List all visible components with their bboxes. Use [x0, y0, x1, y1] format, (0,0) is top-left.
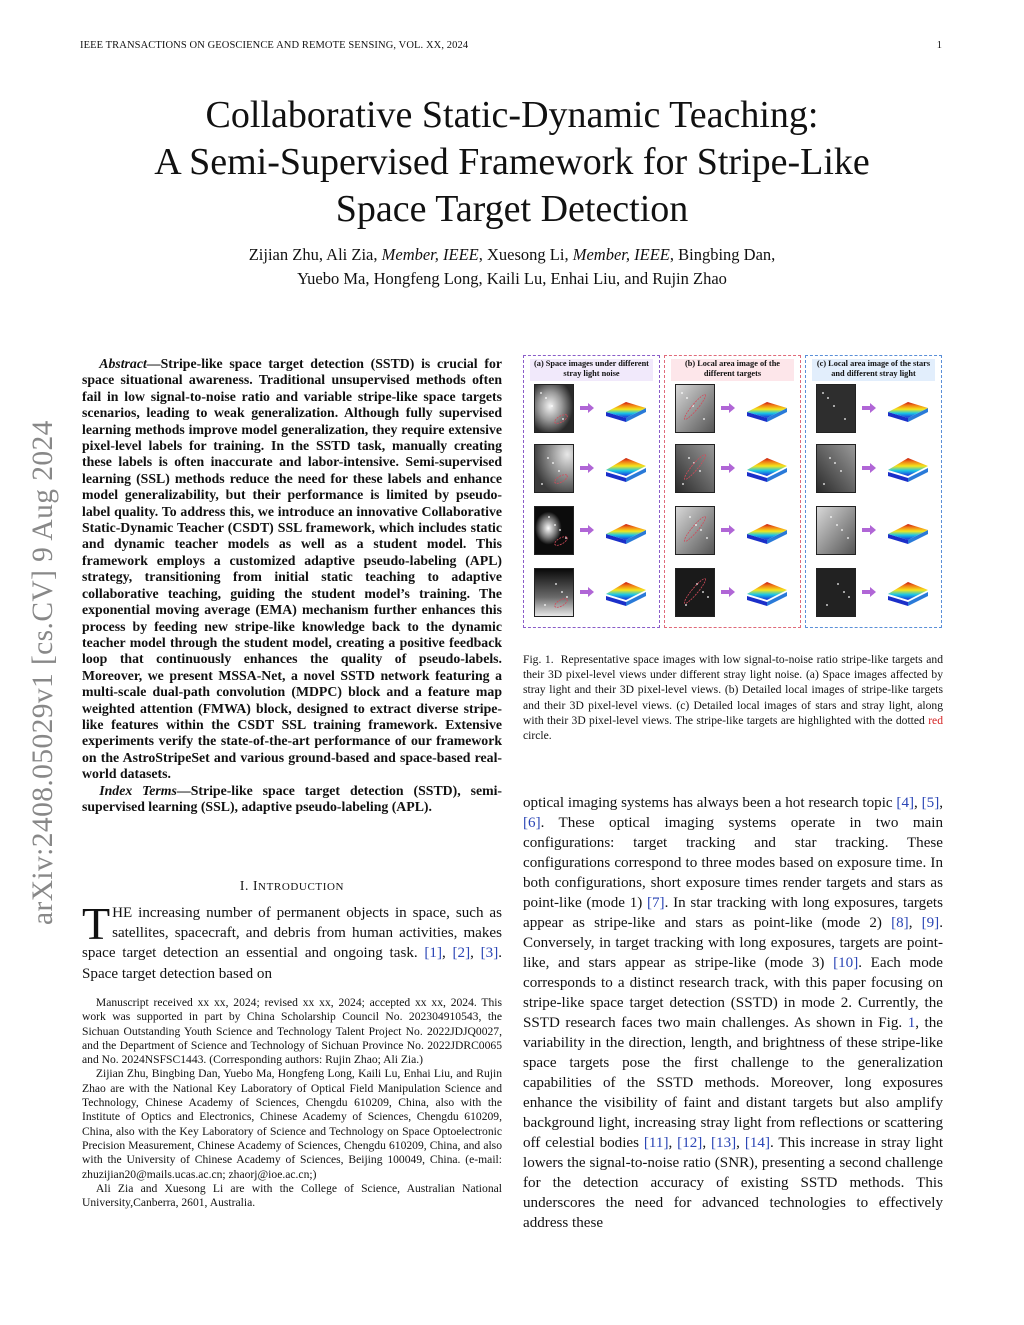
- image-background: [817, 569, 855, 616]
- star-point: [702, 591, 704, 593]
- figure-grayscale-image: [675, 384, 715, 433]
- footnote-affiliation-2: Ali Zia and Xuesong Li are with the College of Science, Australian National University,Canberra, 2601, Australia.: [82, 1181, 502, 1210]
- arrow-shape: [862, 525, 876, 535]
- separator: ,: [668, 1135, 678, 1151]
- figure-grayscale-image: [534, 568, 574, 617]
- figure-grayscale-image: [816, 384, 856, 433]
- section-title-rest: NTRODUCTION: [258, 881, 345, 893]
- star-point: [844, 418, 846, 420]
- figure-panel-a: [523, 355, 660, 628]
- arrow-right-icon: [862, 587, 876, 597]
- star-point: [840, 470, 842, 472]
- arrow-shape: [580, 587, 594, 597]
- caption-red-word: red: [928, 713, 943, 727]
- figure-link[interactable]: 1: [907, 1015, 916, 1031]
- star-point: [540, 392, 542, 394]
- arrow-right-icon: [721, 587, 735, 597]
- image-background: [817, 445, 855, 492]
- star-point: [822, 392, 824, 394]
- section-title-cap: I: [252, 878, 259, 893]
- paper-title: [0, 92, 1024, 233]
- star-point: [706, 537, 708, 539]
- image-background: [535, 569, 573, 616]
- figure-3d-surface: [745, 516, 789, 546]
- separator: ,: [939, 795, 944, 811]
- abstract-paragraph: [82, 356, 502, 783]
- arrow-shape: [862, 403, 876, 413]
- figure-grayscale-image: [816, 506, 856, 555]
- arrow-shape: [721, 525, 735, 535]
- image-background: [817, 507, 855, 554]
- figure-caption: [523, 652, 943, 743]
- star-point: [823, 483, 825, 485]
- star-point: [826, 604, 828, 606]
- citation-link[interactable]: [9]: [921, 915, 940, 931]
- figure-grayscale-image: [534, 506, 574, 555]
- image-background: [676, 507, 714, 554]
- arrow-right-icon: [862, 463, 876, 473]
- star-point: [847, 537, 849, 539]
- authors-line-2: Yuebo Ma, Hongfeng Long, Kaili Lu, Enhai Liu, and Rujin Zhao: [297, 269, 727, 288]
- star-point: [843, 591, 845, 593]
- citation-link[interactable]: [2]: [452, 945, 471, 962]
- caption-text: circle.: [523, 729, 552, 743]
- intro-text: HE increasing number of permanent objects in space, such as satellites, spacecraft, and debris from human activities, makes space target detection an essential and ongoing task.: [82, 905, 502, 962]
- figure-3d-surface: [604, 394, 648, 424]
- footnote-manuscript: Manuscript received xx xx, 2024; revised xx xx, 2024; accepted xx xx, 2024. This work was supported in part by China Scholarship Council No. 202304910543, the Sichuan Outstanding Youth Science and Technology Talent Project No. 2022JDJQ0027, and the Department of Science and Technology of Sichuan Province No. 2022JDRC0065 and No. 2024NSFSC1443. (Corresponding authors: Rujin Zhao; Ali Zia.): [82, 996, 502, 1067]
- arrow-right-icon: [580, 525, 594, 535]
- citation-link[interactable]: [1]: [424, 945, 442, 962]
- arrow-right-icon: [721, 525, 735, 535]
- star-point: [841, 529, 843, 531]
- arrow-shape: [580, 525, 594, 535]
- arrow-right-icon: [580, 403, 594, 413]
- star-point: [554, 524, 556, 526]
- figure-grayscale-image: [675, 568, 715, 617]
- image-background: [676, 569, 714, 616]
- figure-1: [523, 355, 943, 630]
- authors-text: , Bingbing Dan,: [669, 245, 776, 264]
- arrow-right-icon: [721, 403, 735, 413]
- star-point: [695, 524, 697, 526]
- star-point: [555, 583, 557, 585]
- star-point: [830, 516, 832, 518]
- star-point: [707, 596, 709, 598]
- image-background: [535, 445, 573, 492]
- title-line-1: Collaborative Static-Dynamic Teaching:: [205, 94, 819, 136]
- star-point: [837, 583, 839, 585]
- citation-link[interactable]: [12]: [677, 1135, 703, 1151]
- index-terms-label: Index Terms: [99, 782, 177, 798]
- intro-text: . Space target detection based on: [82, 945, 503, 982]
- star-point: [562, 418, 564, 420]
- panel-a-heading: (a) Space images under different stray light noise: [530, 359, 653, 381]
- journal-header: IEEE TRANSACTIONS ON GEOSCIENCE AND REMOTE SENSING, VOL. XX, 2024: [80, 40, 469, 51]
- citation-link[interactable]: [6]: [523, 815, 541, 831]
- separator: ,: [441, 945, 453, 962]
- figure-3d-surface: [745, 454, 789, 484]
- star-point: [559, 529, 561, 531]
- arrow-right-icon: [862, 403, 876, 413]
- authors-text: , Xuesong Li,: [478, 245, 573, 264]
- star-point: [685, 604, 687, 606]
- image-background: [676, 385, 714, 432]
- authors-line-1: [0, 243, 1024, 267]
- caption-text: Representative space images with low signal-to-noise ratio stripe-like targets and their 3D pixel-level views under different stray light noise. (a) Space images affected by stray light and their 3D pixel-level views. (b) Detailed local images of stripe-like targets and their 3D pixel-level views. (c) Detailed local images of stars and stray light, along with their 3D pixel-level views. The stripe-like targets are highlighted with the dotted: [523, 653, 944, 727]
- figure-grayscale-image: [816, 444, 856, 493]
- membership: Member, IEEE: [572, 245, 670, 264]
- page-number: 1: [936, 40, 942, 51]
- arrow-right-icon: [721, 463, 735, 473]
- separator: ,: [908, 915, 922, 931]
- figure-3d-surface: [604, 578, 648, 608]
- star-point: [689, 516, 691, 518]
- citation-link[interactable]: [8]: [891, 915, 909, 931]
- image-background: [535, 507, 573, 554]
- arrow-shape: [580, 403, 594, 413]
- arrow-shape: [862, 587, 876, 597]
- star-point: [834, 462, 836, 464]
- membership: Member, IEEE: [381, 245, 479, 264]
- citation-link[interactable]: [7]: [646, 895, 665, 911]
- star-point: [682, 483, 684, 485]
- star-point: [558, 470, 560, 472]
- arrow-right-icon: [580, 587, 594, 597]
- separator: ,: [470, 945, 481, 962]
- arxiv-stamp: arXiv:2408.05029v1 [cs.CV] 9 Aug 2024: [27, 420, 59, 925]
- star-point: [545, 397, 547, 399]
- title-line-3: Space Target Detection: [335, 188, 689, 230]
- body-text: . These optical imaging systems operate in two main configurations: target tracking and star tracking. These configurations correspond to three modes based on exposure time. In both configurations, short exposure times render targets and stars as point-like (mode 1): [523, 815, 943, 911]
- arrow-shape: [580, 463, 594, 473]
- body-text: , the variability in the direction, length, and brightness of these stripe-like space targets pose the first challenge to the generalization capabilities of the SSTD methods. Moreover, long exposures enhance the visibility of faint and distant targets but also amplify background light, increasing stray light from reflections or scattering off celestial bodies: [523, 1015, 943, 1151]
- figure-grayscale-image: [534, 444, 574, 493]
- star-point: [848, 596, 850, 598]
- separator: ,: [914, 795, 922, 811]
- figure-panel-b: [664, 355, 801, 628]
- body-text: . Conversely, in target tracking with long exposures, targets are point-like, and stars appear as stripe-like (mode 3): [523, 915, 943, 971]
- intro-paragraph: [82, 898, 503, 984]
- arrow-shape: [862, 463, 876, 473]
- panel-b-heading: (b) Local area image of the different targets: [671, 359, 794, 381]
- star-point: [544, 604, 546, 606]
- citation-link[interactable]: [13]: [711, 1135, 737, 1151]
- citation-link[interactable]: [5]: [921, 795, 940, 811]
- abstract-label: Abstract: [99, 356, 147, 371]
- figure-3d-surface: [886, 578, 930, 608]
- abstract-text: —Stripe-like space target detection (SSTD) is crucial for space situational awareness. Traditional unsupervised methods often fail in low signal-to-noise ratio and variable stripe-like space targets scenarios, leading to weak generalization. Although fully supervised learning methods improve model generalization, they require extensive pixel-level labels for training. In the SSTD task, manually creating these labels is often inaccurate and labor-intensive. Semi-supervised learning (SSL) methods reduce the need for these labels and enhance model generalizability, but their performance is limited by pseudo-label quality. To address this, we introduce an innovative Collaborative Static-Dynamic Teacher (CSDT) SSL framework, which includes static and dynamic teacher models as well as a student model. This framework employs a customized adaptive pseudo-labeling (APL) strategy, transitioning from initial static teaching to adaptive collaborative teaching, guiding the student model’s training. The exponential moving average (EMA) mechanism further enhances this process by feeding new stripe-like knowledge back to the dynamic teacher model through the student model, creating a positive feedback loop that continuously enhances the quality of pseudo-labels. Moreover, we present MSSA-Net, a novel SSTD network featuring a multi-scale dual-path convolution (MDPC) block and a feature map weighted attention (FMWA) block, designed to extract diverse stripe-like features within the CSDT SSL training framework. Extensive experiments verify the state-of-the-art performance of our framework on the AstroStripeSet and various ground-based and space-based real-world datasets.: [82, 356, 502, 782]
- footnote-affiliation-1: Zijian Zhu, Bingbing Dan, Yuebo Ma, Hongfeng Long, Kaili Lu, Enhai Liu, and Rujin Zhao are with the National Key Laboratory of Optical Field Manipulation Science and Technology, Chinese Academy of Sciences, Chengdu 610209, China, also with the Institute of Optics and Electronics, Chinese Academy of Sciences, Chengdu 610209, China, also with the Key Laboratory of Science and Technology on Space Optoelectronic Precision Measurement, Chinese Academy of Sciences, Chengdu 610209, China, and also with the University of Chinese Academy of Sciences, Beijing 100049, China. (e-mail: zhuzijian20@mails.ucas.ac.cn; zhaorj@ioe.ac.cn;): [82, 1067, 502, 1181]
- citation-link[interactable]: [14]: [744, 1135, 771, 1151]
- arrow-shape: [721, 403, 735, 413]
- abstract: [82, 356, 502, 815]
- star-point: [547, 457, 549, 459]
- star-point: [836, 524, 838, 526]
- figure-3d-surface: [604, 454, 648, 484]
- body-text: . In star tracking with long exposures, targets appear as stripe-like and stars as point-like (mode 2): [523, 895, 943, 931]
- figure-3d-surface: [886, 516, 930, 546]
- image-background: [535, 385, 573, 432]
- body-text: . This increase in stray light lowers the signal-to-noise ratio (SNR), presenting a second challenge for the detection accuracy of existing SSTD methods. This underscores the need for advanced technologies to effectively address these: [523, 1135, 944, 1231]
- star-point: [551, 405, 553, 407]
- body-text: optical imaging systems has always been a hot research topic: [523, 795, 897, 811]
- citation-link[interactable]: [10]: [833, 955, 859, 971]
- image-background: [817, 385, 855, 432]
- figure-grayscale-image: [534, 384, 574, 433]
- figure-grayscale-image: [675, 444, 715, 493]
- citation-link[interactable]: [3]: [480, 945, 499, 962]
- star-point: [686, 397, 688, 399]
- drop-cap: T: [82, 898, 111, 949]
- figure-grayscale-image: [675, 506, 715, 555]
- index-terms-text: —Stripe-like space target detection (SSTD), semi-supervised learning (SSL), adaptive pseudo-labeling (APL).: [82, 782, 502, 814]
- arrow-shape: [721, 587, 735, 597]
- star-point: [548, 516, 550, 518]
- figure-panel-c: [805, 355, 942, 628]
- separator: ,: [702, 1135, 712, 1151]
- star-point: [541, 483, 543, 485]
- footnotes: [82, 996, 502, 1210]
- section-number: I.: [239, 878, 253, 893]
- star-point: [688, 457, 690, 459]
- figure-3d-surface: [745, 394, 789, 424]
- figure-3d-surface: [886, 454, 930, 484]
- star-point: [829, 457, 831, 459]
- title-line-2: A Semi-Supervised Framework for Stripe-Like: [154, 141, 870, 183]
- arrow-right-icon: [580, 463, 594, 473]
- star-point: [703, 418, 705, 420]
- star-point: [561, 591, 563, 593]
- intro-continued: [523, 793, 943, 1233]
- star-point: [699, 470, 701, 472]
- star-point: [833, 405, 835, 407]
- star-point: [827, 397, 829, 399]
- star-point: [566, 596, 568, 598]
- citation-link[interactable]: [11]: [643, 1135, 669, 1151]
- citation-link[interactable]: [4]: [896, 795, 915, 811]
- author-list: [0, 243, 1024, 291]
- star-point: [552, 462, 554, 464]
- star-point: [700, 529, 702, 531]
- figure-3d-surface: [886, 394, 930, 424]
- index-terms: [82, 783, 502, 816]
- arrow-shape: [721, 463, 735, 473]
- section-heading: [82, 878, 502, 894]
- separator: ,: [736, 1135, 745, 1151]
- figure-grayscale-image: [816, 568, 856, 617]
- panel-c-heading: (c) Local area image of the stars and different stray light: [812, 359, 935, 381]
- authors-text: Zijian Zhu, Ali Zia,: [248, 245, 382, 264]
- arrow-right-icon: [862, 525, 876, 535]
- figure-3d-surface: [745, 578, 789, 608]
- body-text: . Each mode corresponds to a distinct research track, with this paper focusing on stripe-like space target detection (SSTD) in mode 2. Currently, the SSTD research faces two main challenges. As shown in Fig.: [523, 955, 943, 1031]
- caption-label: Fig. 1.: [523, 653, 554, 666]
- image-background: [676, 445, 714, 492]
- star-point: [681, 392, 683, 394]
- figure-3d-surface: [604, 516, 648, 546]
